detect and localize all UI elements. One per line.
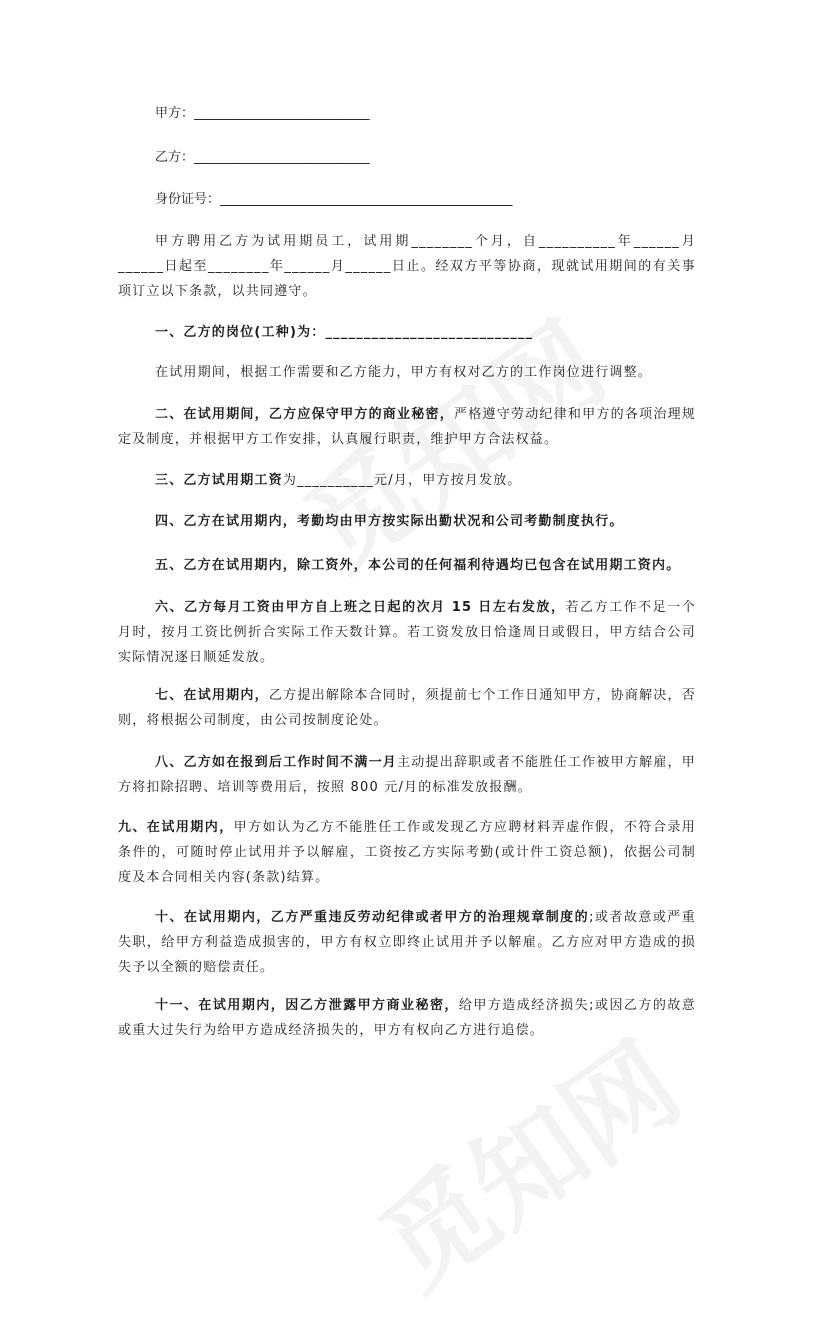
clause-9-text: 甲方如认为乙方不能胜任工作或发现乙方应聘材料弄虚作假，不符合录用条件的，可随时停止试用并予以解雇，工资按乙方实际考勤(或计件工资总额)，依据公司制度及本合同相关内容(条款)结算。 <box>118 820 696 885</box>
clause-7 <box>118 683 696 733</box>
clause-2 <box>118 402 696 452</box>
clause-6-bold: 六、乙方每月工资由甲方自上班之日起的次月 15 日左右发放， <box>155 600 566 615</box>
clause-8 <box>118 750 696 800</box>
clause-8-text: 主动提出辞职或者不能胜任工作被甲方解雇，甲方将扣除招聘、培训等费用后，按照 800 元/月的标准发放报酬。 <box>118 755 696 795</box>
clause-6 <box>118 595 696 670</box>
clause-11 <box>118 993 696 1043</box>
clause-10-bold: 十、在试用期内，乙方严重违反劳动纪律或者甲方的治理规章制度的 <box>155 910 590 925</box>
clause-6-text: 若乙方工作不足一个月时，按月工资比例折合实际工作天数计算。若工资发放日恰逢周日或假日，甲方结合公司实际情况逐日顺延发放。 <box>118 600 696 665</box>
id-number-field: 身份证号：_____________________________________________ <box>155 192 513 207</box>
clause-11-bold: 十一、在试用期内，因乙方泄露甲方商业秘密， <box>155 998 459 1013</box>
clause-2-text: 严格遵守劳动纪律和甲方的各项治理规定及制度，并根据甲方工作安排，认真履行职责，维护甲方合法权益。 <box>118 407 697 447</box>
clause-8-bold: 八、乙方如在报到后工作时间不满一月 <box>155 755 398 770</box>
clause-10-text: ;或者故意或严重失职，给甲方利益造成损害的，甲方有权立即终止试用并予以解雇。乙方应对甲方造成的损失予以全额的赔偿责任。 <box>118 910 696 975</box>
intro-paragraph: 甲方聘用乙方为试用期员工，试用期________个月，自__________年______月______日起至________年______月______日止。经双方平等协商，现就试用期间的有关事项订立以下条款，以共同遵守。 <box>118 234 696 299</box>
clause-1-text: 在试用期间，根据工作需要和乙方能力，甲方有权对乙方的工作岗位进行调整。 <box>155 365 653 380</box>
clause-1-title: 一、乙方的岗位(工种)为：___________________________ <box>155 325 534 340</box>
clause-2-bold: 二、在试用期间，乙方应保守甲方的商业秘密， <box>155 407 454 422</box>
clause-11-text: 给甲方造成经济损失;或因乙方的故意或重大过失行为给甲方造成经济损失的，甲方有权向乙方进行追偿。 <box>118 998 697 1038</box>
clause-9-bold: 九、在试用期内， <box>118 820 234 835</box>
clause-7-text: 乙方提出解除本合同时，须提前七个工作日通知甲方，协商解决，否则，将根据公司制度，由公司按制度论处。 <box>118 688 696 728</box>
clause-10 <box>118 905 696 980</box>
party-a-field: 甲方：___________________________ <box>155 106 370 121</box>
clause-3-text: 为__________元/月，甲方按月发放。 <box>282 473 522 488</box>
party-b-field: 乙方：___________________________ <box>155 150 370 165</box>
clause-9 <box>118 815 696 890</box>
clause-5: 五、乙方在试用期内，除工资外，本公司的任何福利待遇均已包含在试用期工资内。 <box>155 558 681 573</box>
clause-3 <box>155 468 693 493</box>
clause-7-bold: 七、在试用期内， <box>155 688 269 703</box>
watermark <box>345 1000 706 1318</box>
clause-3-bold: 三、乙方试用期工资 <box>155 473 283 488</box>
clause-4: 四、乙方在试用期内，考勤均由甲方按实际出勤状况和公司考勤制度执行。 <box>155 514 624 529</box>
